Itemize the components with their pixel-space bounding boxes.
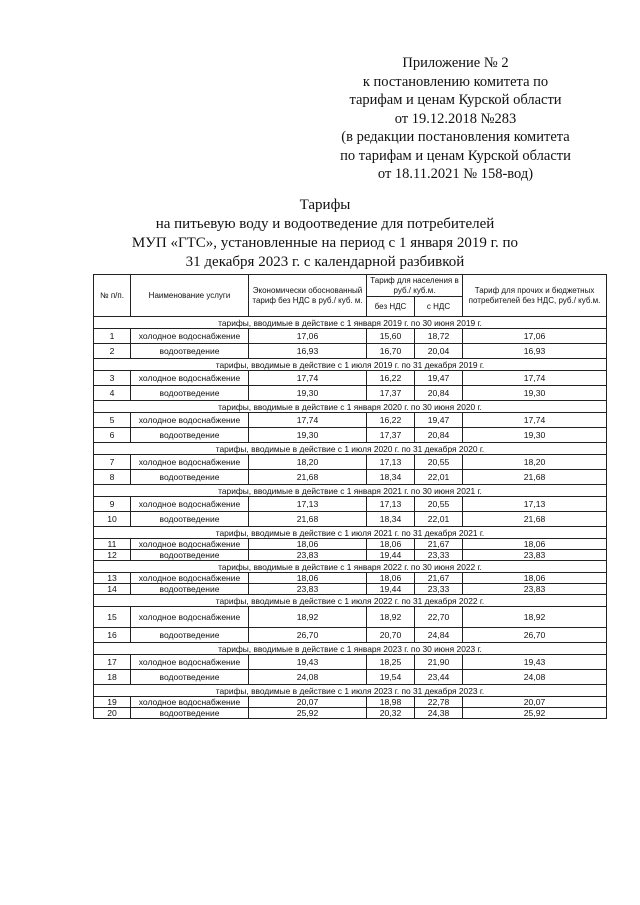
header-population-tariff: Тариф для населения в руб./ куб.м.: [367, 275, 463, 297]
period-label: тарифы, вводимые в действие с 1 июля 2021 г. по 31 декабря 2021 г.: [94, 527, 607, 539]
cell-econ: 18,92: [249, 607, 367, 628]
cell-num: 15: [94, 607, 131, 628]
cell-name: водоотведение: [131, 708, 249, 719]
cell-with-vat: 20,04: [415, 344, 463, 359]
cell-no-vat: 19,44: [367, 550, 415, 561]
cell-num: 2: [94, 344, 131, 359]
cell-num: 14: [94, 584, 131, 595]
cell-others: 21,68: [463, 470, 607, 485]
cell-econ: 19,30: [249, 386, 367, 401]
cell-others: 23,83: [463, 584, 607, 595]
appendix-line: по тарифам и ценам Курской области: [340, 147, 571, 164]
appendix-line: от 18.11.2021 № 158-вод): [377, 166, 534, 182]
cell-econ: 24,08: [249, 670, 367, 685]
period-label: тарифы, вводимые в действие с 1 июля 2019 г. по 31 декабря 2019 г.: [94, 359, 607, 371]
cell-others: 18,06: [463, 573, 607, 584]
cell-with-vat: 19,47: [415, 413, 463, 428]
cell-others: 17,13: [463, 497, 607, 512]
cell-name: холодное водоснабжение: [131, 573, 249, 584]
table-row: [94, 550, 607, 561]
cell-name: холодное водоснабжение: [131, 497, 249, 512]
cell-no-vat: 17,13: [367, 497, 415, 512]
tariff-table: [93, 274, 607, 719]
cell-with-vat: 18,72: [415, 329, 463, 344]
table-row: [94, 428, 607, 443]
cell-name: холодное водоснабжение: [131, 455, 249, 470]
cell-name: водоотведение: [131, 386, 249, 401]
cell-others: 19,30: [463, 386, 607, 401]
cell-num: 4: [94, 386, 131, 401]
cell-name: водоотведение: [131, 670, 249, 685]
cell-num: 8: [94, 470, 131, 485]
period-label: тарифы, вводимые в действие с 1 января 2021 г. по 30 июня 2021 г.: [94, 485, 607, 497]
cell-with-vat: 23,33: [415, 584, 463, 595]
table-row: [94, 455, 607, 470]
cell-no-vat: 18,34: [367, 470, 415, 485]
period-label: тарифы, вводимые в действие с 1 января 2022 г. по 30 июня 2022 г.: [94, 561, 607, 573]
cell-econ: 17,13: [249, 497, 367, 512]
cell-econ: 16,93: [249, 344, 367, 359]
cell-num: 17: [94, 655, 131, 670]
table-row: [94, 470, 607, 485]
cell-num: 10: [94, 512, 131, 527]
cell-with-vat: 23,44: [415, 670, 463, 685]
table-row: [94, 497, 607, 512]
cell-name: водоотведение: [131, 584, 249, 595]
table-row: [94, 607, 607, 628]
cell-num: 16: [94, 628, 131, 643]
cell-no-vat: 18,98: [367, 697, 415, 708]
cell-num: 1: [94, 329, 131, 344]
cell-no-vat: 18,25: [367, 655, 415, 670]
cell-others: 25,92: [463, 708, 607, 719]
cell-others: 18,06: [463, 539, 607, 550]
cell-num: 6: [94, 428, 131, 443]
cell-no-vat: 16,70: [367, 344, 415, 359]
cell-name: водоотведение: [131, 512, 249, 527]
cell-no-vat: 19,44: [367, 584, 415, 595]
cell-name: холодное водоснабжение: [131, 607, 249, 628]
cell-name: водоотведение: [131, 550, 249, 561]
table-body: [94, 317, 607, 719]
cell-name: холодное водоснабжение: [131, 655, 249, 670]
cell-no-vat: 18,92: [367, 607, 415, 628]
cell-no-vat: 19,54: [367, 670, 415, 685]
cell-others: 21,68: [463, 512, 607, 527]
cell-num: 9: [94, 497, 131, 512]
cell-others: 16,93: [463, 344, 607, 359]
cell-econ: 18,06: [249, 539, 367, 550]
cell-others: 19,30: [463, 428, 607, 443]
cell-econ: 21,68: [249, 512, 367, 527]
cell-econ: 17,74: [249, 371, 367, 386]
cell-others: 24,08: [463, 670, 607, 685]
period-row: [94, 317, 607, 329]
cell-name: водоотведение: [131, 344, 249, 359]
cell-others: 23,83: [463, 550, 607, 561]
header-num: № п/п.: [94, 275, 131, 317]
table-row: [94, 413, 607, 428]
header-with-vat: с НДС: [415, 297, 463, 317]
period-label: тарифы, вводимые в действие с 1 июля 2020 г. по 31 декабря 2020 г.: [94, 443, 607, 455]
table-row: [94, 329, 607, 344]
cell-no-vat: 17,37: [367, 428, 415, 443]
cell-no-vat: 15,60: [367, 329, 415, 344]
cell-with-vat: 20,55: [415, 455, 463, 470]
period-row: [94, 401, 607, 413]
cell-name: холодное водоснабжение: [131, 329, 249, 344]
cell-num: 3: [94, 371, 131, 386]
cell-econ: 21,68: [249, 470, 367, 485]
period-label: тарифы, вводимые в действие с 1 января 2020 г. по 30 июня 2020 г.: [94, 401, 607, 413]
cell-no-vat: 17,37: [367, 386, 415, 401]
cell-with-vat: 22,70: [415, 607, 463, 628]
cell-others: 17,74: [463, 371, 607, 386]
cell-with-vat: 24,84: [415, 628, 463, 643]
cell-name: холодное водоснабжение: [131, 371, 249, 386]
cell-no-vat: 20,32: [367, 708, 415, 719]
period-row: [94, 359, 607, 371]
cell-no-vat: 16,22: [367, 371, 415, 386]
period-label: тарифы, вводимые в действие с 1 июля 2022 г. по 31 декабря 2022 г.: [94, 595, 607, 607]
appendix-line: (в редакции постановления комитета: [341, 129, 570, 145]
appendix-line: от 19.12.2018 №283: [394, 110, 517, 127]
cell-econ: 19,30: [249, 428, 367, 443]
title-line: на питьевую воду и водоотведение для потребителей: [155, 216, 495, 232]
cell-with-vat: 22,01: [415, 470, 463, 485]
table-row: [94, 708, 607, 719]
table-row: [94, 512, 607, 527]
cell-others: 18,20: [463, 455, 607, 470]
cell-with-vat: 21,90: [415, 655, 463, 670]
table-row: [94, 386, 607, 401]
title-line: 31 декабря 2023 г. с календарной разбивкой: [185, 254, 465, 270]
table-row: [94, 655, 607, 670]
cell-econ: 19,43: [249, 655, 367, 670]
cell-num: 5: [94, 413, 131, 428]
cell-no-vat: 18,34: [367, 512, 415, 527]
period-row: [94, 485, 607, 497]
cell-num: 7: [94, 455, 131, 470]
cell-name: холодное водоснабжение: [131, 539, 249, 550]
table-row: [94, 584, 607, 595]
cell-econ: 25,92: [249, 708, 367, 719]
cell-econ: 26,70: [249, 628, 367, 643]
cell-econ: 17,06: [249, 329, 367, 344]
cell-num: 20: [94, 708, 131, 719]
cell-econ: 18,20: [249, 455, 367, 470]
cell-no-vat: 17,13: [367, 455, 415, 470]
cell-with-vat: 23,33: [415, 550, 463, 561]
appendix-line: Приложение № 2: [402, 55, 509, 71]
cell-with-vat: 22,78: [415, 697, 463, 708]
period-row: [94, 443, 607, 455]
table-row: [94, 697, 607, 708]
cell-name: водоотведение: [131, 628, 249, 643]
cell-econ: 23,83: [249, 550, 367, 561]
cell-name: водоотведение: [131, 470, 249, 485]
period-row: [94, 685, 607, 697]
appendix-line: тарифам и ценам Курской области: [349, 92, 562, 108]
table-row: [94, 573, 607, 584]
cell-with-vat: 22,01: [415, 512, 463, 527]
table-row: [94, 371, 607, 386]
period-row: [94, 643, 607, 655]
table-header: [94, 275, 607, 317]
table-row: [94, 344, 607, 359]
cell-econ: 17,74: [249, 413, 367, 428]
header-others-tariff: Тариф для прочих и бюджетных потребителей без НДС, руб./ куб.м.: [463, 275, 607, 317]
cell-name: водоотведение: [131, 428, 249, 443]
cell-others: 20,07: [463, 697, 607, 708]
cell-econ: 20,07: [249, 697, 367, 708]
cell-no-vat: 16,22: [367, 413, 415, 428]
cell-name: холодное водоснабжение: [131, 413, 249, 428]
cell-others: 26,70: [463, 628, 607, 643]
table-row: [94, 539, 607, 550]
cell-num: 11: [94, 539, 131, 550]
document-title: [105, 196, 545, 272]
header-service-name: Наименование услуги: [131, 275, 249, 317]
cell-others: 17,06: [463, 329, 607, 344]
title-line: МУП «ГТС», установленные на период с 1 января 2019 г. по: [131, 235, 519, 251]
cell-with-vat: 20,84: [415, 428, 463, 443]
cell-num: 13: [94, 573, 131, 584]
appendix-line: к постановлению комитета по: [362, 73, 549, 90]
cell-with-vat: 21,67: [415, 539, 463, 550]
cell-others: 19,43: [463, 655, 607, 670]
cell-econ: 18,06: [249, 573, 367, 584]
header-econ-tariff: Экономически обоснованный тариф без НДС в руб./ куб. м.: [249, 275, 367, 317]
cell-with-vat: 24,38: [415, 708, 463, 719]
cell-others: 18,92: [463, 607, 607, 628]
period-label: тарифы, вводимые в действие с 1 января 2023 г. по 30 июня 2023 г.: [94, 643, 607, 655]
period-label: тарифы, вводимые в действие с 1 января 2019 г. по 30 июня 2019 г.: [94, 317, 607, 329]
cell-others: 17,74: [463, 413, 607, 428]
table-row: [94, 670, 607, 685]
cell-with-vat: 19,47: [415, 371, 463, 386]
cell-with-vat: 20,55: [415, 497, 463, 512]
period-row: [94, 595, 607, 607]
cell-with-vat: 20,84: [415, 386, 463, 401]
cell-num: 19: [94, 697, 131, 708]
cell-no-vat: 18,06: [367, 573, 415, 584]
cell-num: 12: [94, 550, 131, 561]
appendix-header: [318, 54, 593, 184]
period-label: тарифы, вводимые в действие с 1 июля 2023 г. по 31 декабря 2023 г.: [94, 685, 607, 697]
cell-with-vat: 21,67: [415, 573, 463, 584]
cell-no-vat: 18,06: [367, 539, 415, 550]
cell-econ: 23,83: [249, 584, 367, 595]
cell-name: холодное водоснабжение: [131, 697, 249, 708]
cell-num: 18: [94, 670, 131, 685]
period-row: [94, 527, 607, 539]
header-no-vat: без НДС: [367, 297, 415, 317]
table-row: [94, 628, 607, 643]
cell-no-vat: 20,70: [367, 628, 415, 643]
title-line: Тарифы: [299, 197, 351, 213]
period-row: [94, 561, 607, 573]
